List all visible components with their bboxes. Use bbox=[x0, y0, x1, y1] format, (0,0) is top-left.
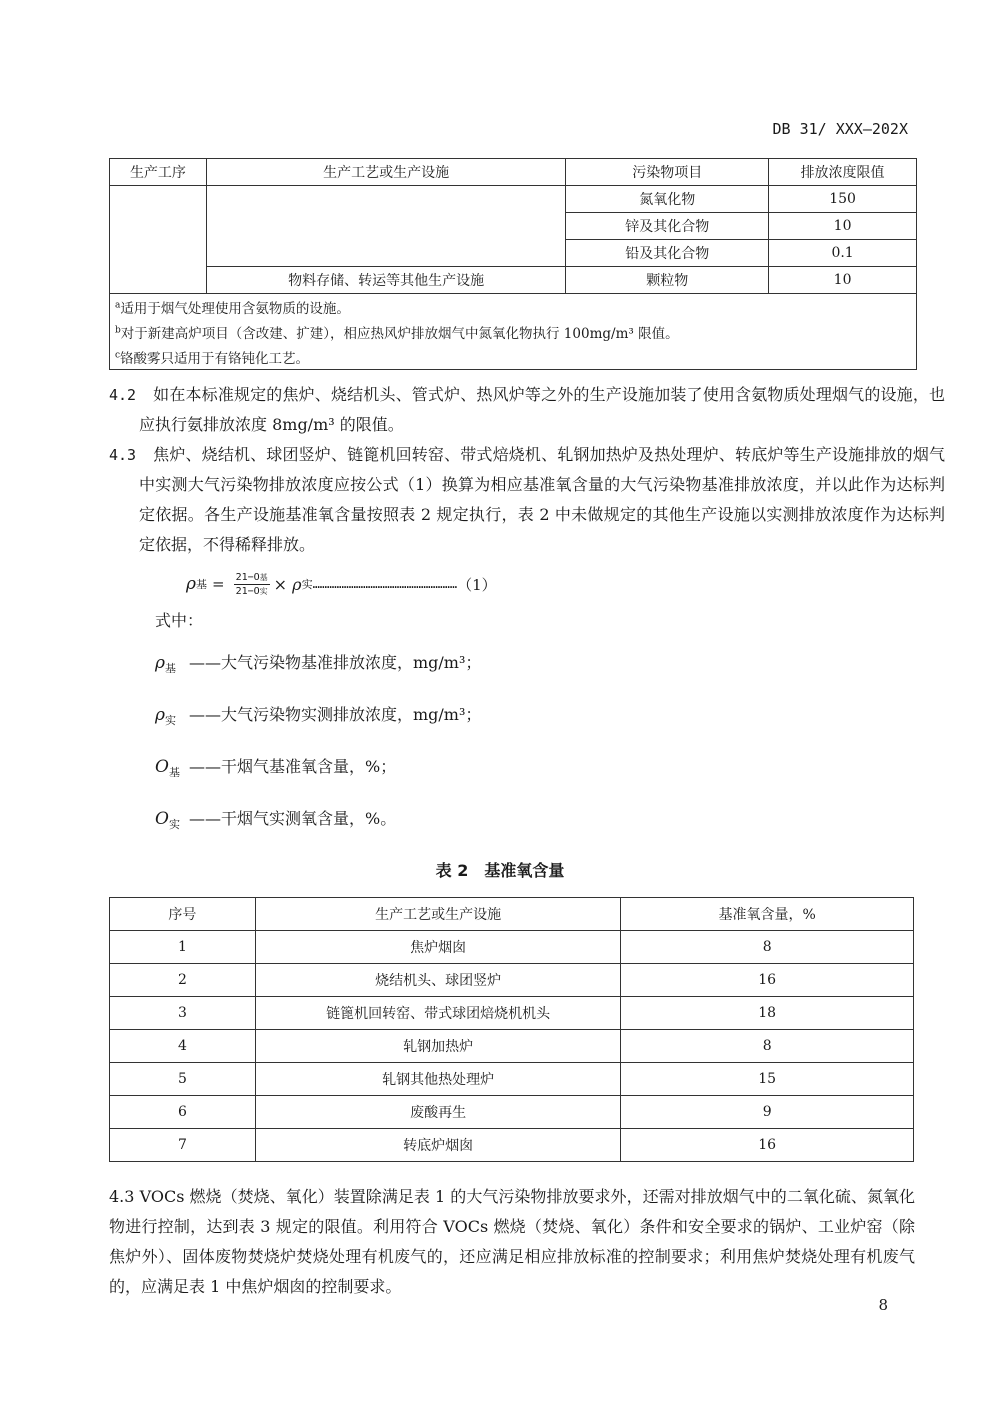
clause-text: 焦炉、烧结机、球团竖炉、链篦机回转窑、带式焙烧机、轧钢加热炉及热处理炉、转底炉等生产设施排放的烟气中实测大气污染物排放浓度应按公式（1）换算为相应基准氧含量的大气污染物基准排放浓度，并以此作为达标判定依据。各生产设施基准氧含量按照表 2 规定执行，表 2 中未做规定的其他生产设施以实测排放浓度作为达标判定依据，不得稀释排放。 bbox=[139, 445, 945, 554]
header-facility: 生产工艺或生产设施 bbox=[255, 898, 621, 931]
where-label: 式中： bbox=[155, 611, 204, 630]
header-index: 序号 bbox=[110, 898, 256, 931]
limit-cell: 150 bbox=[769, 186, 917, 213]
header-process: 生产工序 bbox=[110, 159, 207, 186]
process-cell bbox=[110, 186, 207, 294]
footnote-row bbox=[110, 344, 917, 370]
clause-number: 4.3 bbox=[109, 1187, 135, 1206]
table-header-row bbox=[110, 159, 917, 186]
index-cell: 3 bbox=[110, 997, 256, 1030]
oxygen-cell: 9 bbox=[621, 1096, 914, 1129]
index-cell: 2 bbox=[110, 964, 256, 997]
formula-fraction: $\frac{\text{21−O基}}{\text{21−O实}}$ bbox=[235, 571, 268, 597]
oxygen-cell: 8 bbox=[621, 1030, 914, 1063]
facility-cell: 转底炉烟囱 bbox=[255, 1129, 621, 1162]
facility-cell: 废酸再生 bbox=[255, 1096, 621, 1129]
footnote-row bbox=[110, 319, 917, 344]
oxygen-cell: 16 bbox=[621, 1129, 914, 1162]
formula-1: ρ 基 = $\frac{\text{21−O基}}{\text{21−O实}}$ × ρ 实 …………………………………………………… （1） bbox=[186, 571, 497, 597]
footnote-a: $^a$适用于烟气处理使用含氨物质的设施。 bbox=[110, 294, 917, 320]
footnote-c: $^c$铬酸雾只适用于有铬钝化工艺。 bbox=[110, 344, 917, 370]
pollutant-cell: 氮氧化物 bbox=[566, 186, 769, 213]
index-cell: 5 bbox=[110, 1063, 256, 1096]
header-oxygen: 基准氧含量，% bbox=[621, 898, 914, 931]
table-row bbox=[110, 997, 914, 1030]
clause-4-2 bbox=[109, 380, 945, 440]
facility-cell: 轧钢加热炉 bbox=[255, 1030, 621, 1063]
table-row bbox=[110, 1030, 914, 1063]
table-2-caption: 表 2 基准氧含量 bbox=[435, 861, 565, 880]
clause-4-3-vocs bbox=[109, 1182, 915, 1302]
definition-oxygen-base: $O_基$ ——干烟气基准氧含量，%； bbox=[155, 757, 397, 779]
pollutant-cell: 锌及其化合物 bbox=[566, 213, 769, 240]
clause-text: 如在本标准规定的焦炉、烧结机头、管式炉、热风炉等之外的生产设施加装了使用含氨物质处理烟气的设施，也应执行氨排放浓度 8mg/m³ 的限值。 bbox=[139, 385, 945, 434]
definition-rho-measured: $\rho_实$ ——大气污染物实测排放浓度，mg/m³； bbox=[155, 705, 482, 727]
equation-number: （1） bbox=[457, 575, 497, 594]
table-row bbox=[110, 186, 917, 213]
facility-cell: 物料存储、转运等其他生产设施 bbox=[206, 267, 566, 294]
index-cell: 6 bbox=[110, 1096, 256, 1129]
clause-number: 4.2 bbox=[109, 386, 137, 404]
table-row bbox=[110, 931, 914, 964]
oxygen-cell: 16 bbox=[621, 964, 914, 997]
limit-cell: 10 bbox=[769, 213, 917, 240]
table-header-row bbox=[110, 898, 914, 931]
table-row bbox=[110, 1096, 914, 1129]
footnote-row bbox=[110, 294, 917, 320]
table-row bbox=[110, 964, 914, 997]
facility-cell bbox=[206, 186, 566, 267]
footnote-b: $^b$对于新建高炉项目（含改建、扩建），相应热风炉排放烟气中氮氧化物执行 100mg/m³ 限值。 bbox=[110, 319, 917, 344]
facility-cell: 焦炉烟囱 bbox=[255, 931, 621, 964]
index-cell: 4 bbox=[110, 1030, 256, 1063]
index-cell: 7 bbox=[110, 1129, 256, 1162]
document-code: DB 31/ XXX—202X bbox=[772, 120, 908, 138]
emission-limits-table-continued bbox=[109, 158, 917, 370]
header-limit: 排放浓度限值 bbox=[769, 159, 917, 186]
facility-cell: 轧钢其他热处理炉 bbox=[255, 1063, 621, 1096]
table-row bbox=[110, 267, 917, 294]
table-row bbox=[110, 1063, 914, 1096]
pollutant-cell: 铅及其化合物 bbox=[566, 240, 769, 267]
index-cell: 1 bbox=[110, 931, 256, 964]
oxygen-cell: 15 bbox=[621, 1063, 914, 1096]
pollutant-cell: 颗粒物 bbox=[566, 267, 769, 294]
facility-cell: 烧结机头、球团竖炉 bbox=[255, 964, 621, 997]
facility-cell: 链篦机回转窑、带式球团焙烧机机头 bbox=[255, 997, 621, 1030]
reference-oxygen-table bbox=[109, 897, 914, 1162]
formula-leader-dots: …………………………………………………… bbox=[312, 577, 458, 591]
limit-cell: 0.1 bbox=[769, 240, 917, 267]
header-pollutant: 污染物项目 bbox=[566, 159, 769, 186]
oxygen-cell: 18 bbox=[621, 997, 914, 1030]
page-number: 8 bbox=[878, 1296, 888, 1314]
oxygen-cell: 8 bbox=[621, 931, 914, 964]
clause-number: 4.3 bbox=[109, 446, 137, 464]
clause-text: VOCs 燃烧（焚烧、氧化）装置除满足表 1 的大气污染物排放要求外，还需对排放烟气中的二氧化硫、氮氧化物进行控制，达到表 3 规定的限值。利用符合 VOCs 燃烧（焚烧、氧化）条件和安全要求的锅炉、工业炉窑（除焦炉外）、固体废物焚烧炉焚烧处理有机废气的，还应满足相应排放标准的控制要求；利用焦炉焚烧处理有机废气的，应满足表 1 中焦炉烟囱的控制要求。 bbox=[109, 1187, 915, 1296]
definition-oxygen-measured: $O_实$ ——干烟气实测氧含量，%。 bbox=[155, 809, 397, 831]
header-facility: 生产工艺或生产设施 bbox=[206, 159, 566, 186]
table-row bbox=[110, 1129, 914, 1162]
limit-cell: 10 bbox=[769, 267, 917, 294]
clause-4-3-reference-oxygen bbox=[109, 440, 945, 560]
definition-rho-base: $\rho_基$ ——大气污染物基准排放浓度，mg/m³； bbox=[155, 653, 482, 675]
